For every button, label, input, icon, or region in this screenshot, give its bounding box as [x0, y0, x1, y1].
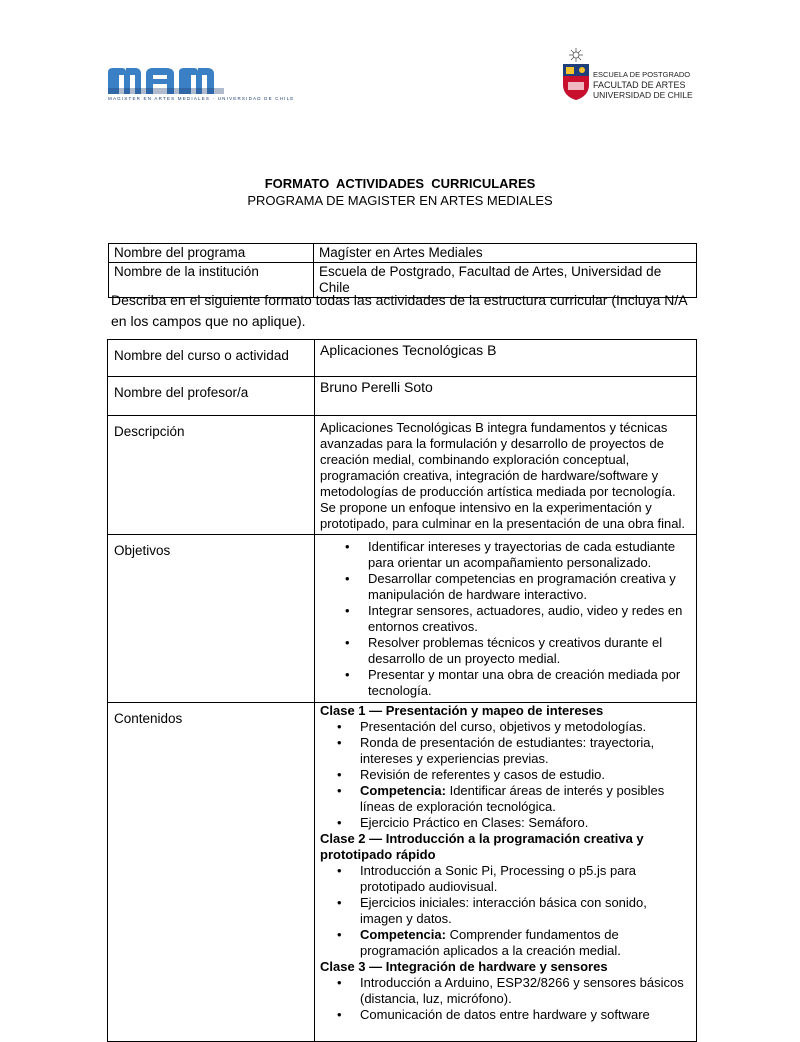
list-item: • Revisión de referentes y casos de estudio. [320, 767, 692, 783]
uchile-line-2: FACULTAD DE ARTES [593, 80, 686, 90]
list-item: • Presentar y montar una obra de creación mediada por tecnología. [320, 667, 692, 699]
list-item: • Introducción a Arduino, ESP32/8266 y sensores básicos (distancia, luz, micrófono). [320, 975, 692, 1007]
program-name-value: Magíster en Artes Mediales [314, 244, 697, 263]
uchile-logo-text [593, 70, 693, 100]
description-label: Descripción [108, 416, 315, 535]
course-table [107, 339, 697, 1042]
mam-logo [108, 66, 295, 106]
competency-label: Competencia: [360, 783, 446, 798]
table-row [109, 244, 697, 263]
teacher-label: Nombre del profesor/a [108, 377, 315, 416]
list-item: • Ejercicios iniciales: interacción básica con sonido, imagen y datos. [320, 895, 692, 927]
course-name-label: Nombre del curso o actividad [108, 340, 315, 377]
table-row [108, 377, 697, 416]
document-subtitle: PROGRAMA DE MAGISTER EN ARTES MEDIALES [247, 193, 553, 208]
list-item [320, 783, 692, 815]
list-item: • Ronda de presentación de estudiantes: trayectoria, intereses y experiencias previas. [320, 735, 692, 767]
competency-label: Competencia: [360, 927, 446, 942]
uchile-logo [560, 44, 693, 104]
document-title: FORMATO ACTIVIDADES CURRICULARES [264, 176, 536, 191]
clase-2-title: Clase 2 — Introducción a la programación creativa y prototipado rápido [320, 831, 644, 862]
list-item: • Integrar sensores, actuadores, audio, video y redes en entornos creativos. [320, 603, 692, 635]
teacher-value: Bruno Perelli Soto [315, 377, 697, 416]
list-item: • Resolver problemas técnicos y creativos durante el desarrollo de un proyecto medial. [320, 635, 692, 667]
list-item: • Introducción a Sonic Pi, Processing o p5.js para prototipado audiovisual. [320, 863, 692, 895]
clase-1-title: Clase 1 — Presentación y mapeo de intereses [320, 703, 604, 718]
list-item: • Presentación del curso, objetivos y metodologías. [320, 719, 692, 735]
list-item: • Desarrollar competencias en programación creativa y manipulación de hardware interactivo. [320, 571, 692, 603]
competency-text: Identificar áreas de interés y posibles líneas de exploración tecnológica. [360, 783, 665, 814]
instructions-paragraph: Describa en el siguiente formato todas las actividades de la estructura curricular (Incluya N/A en los campos que no aplique). [111, 292, 687, 329]
list-item [320, 927, 692, 959]
competency-text: Comprender fundamentos de programación aplicados a la creación medial. [360, 927, 621, 958]
institution-value: Escuela de Postgrado, Facultad de Artes, Universidad de Chile [314, 263, 697, 298]
course-name-value: Aplicaciones Tecnológicas B [315, 340, 697, 377]
objectives-list [320, 539, 692, 699]
clase-2-list [320, 863, 692, 959]
contents-label: Contenidos [108, 703, 315, 1042]
institution-label: Nombre de la institución [109, 263, 314, 298]
contents-cell [315, 703, 697, 1042]
mam-logo-mark [108, 66, 224, 96]
uchile-line-3: UNIVERSIDAD DE CHILE [593, 90, 693, 100]
uchile-line-1: ESCUELA DE POSTGRADO [593, 70, 691, 79]
table-row [108, 340, 697, 377]
table-row [108, 535, 697, 703]
clase-3-list [320, 975, 692, 1023]
description-value: Aplicaciones Tecnológicas B integra fundamentos y técnicas avanzadas para la formulación y desarrollo de proyectos de creación medial, combinando exploración conceptual, programación creativa, integración de hardware/software y metodologías de producción artística mediada por tecnología. Se propone un enfoque intensivo en la experimentación y prototipado, para culminar en la presentación de una obra final. [315, 416, 697, 535]
objectives-label: Objetivos [108, 535, 315, 703]
objectives-cell [315, 535, 697, 703]
mam-logo-tagline: MAGISTER EN ARTES MEDIALES · UNIVERSIDAD DE CHILE [108, 96, 295, 101]
clase-3-title: Clase 3 — Integración de hardware y sensores [320, 959, 608, 974]
uchile-shield-icon [560, 44, 592, 102]
list-item: • Ejercicio Práctico en Clases: Semáforo. [320, 815, 692, 831]
list-item: • Comunicación de datos entre hardware y software [320, 1007, 692, 1023]
table-row [108, 703, 697, 1042]
clase-1-list [320, 719, 692, 831]
table-row [108, 416, 697, 535]
list-item: • Identificar intereses y trayectorias de cada estudiante para orientar un acompañamiento personalizado. [320, 539, 692, 571]
program-name-label: Nombre del programa [109, 244, 314, 263]
